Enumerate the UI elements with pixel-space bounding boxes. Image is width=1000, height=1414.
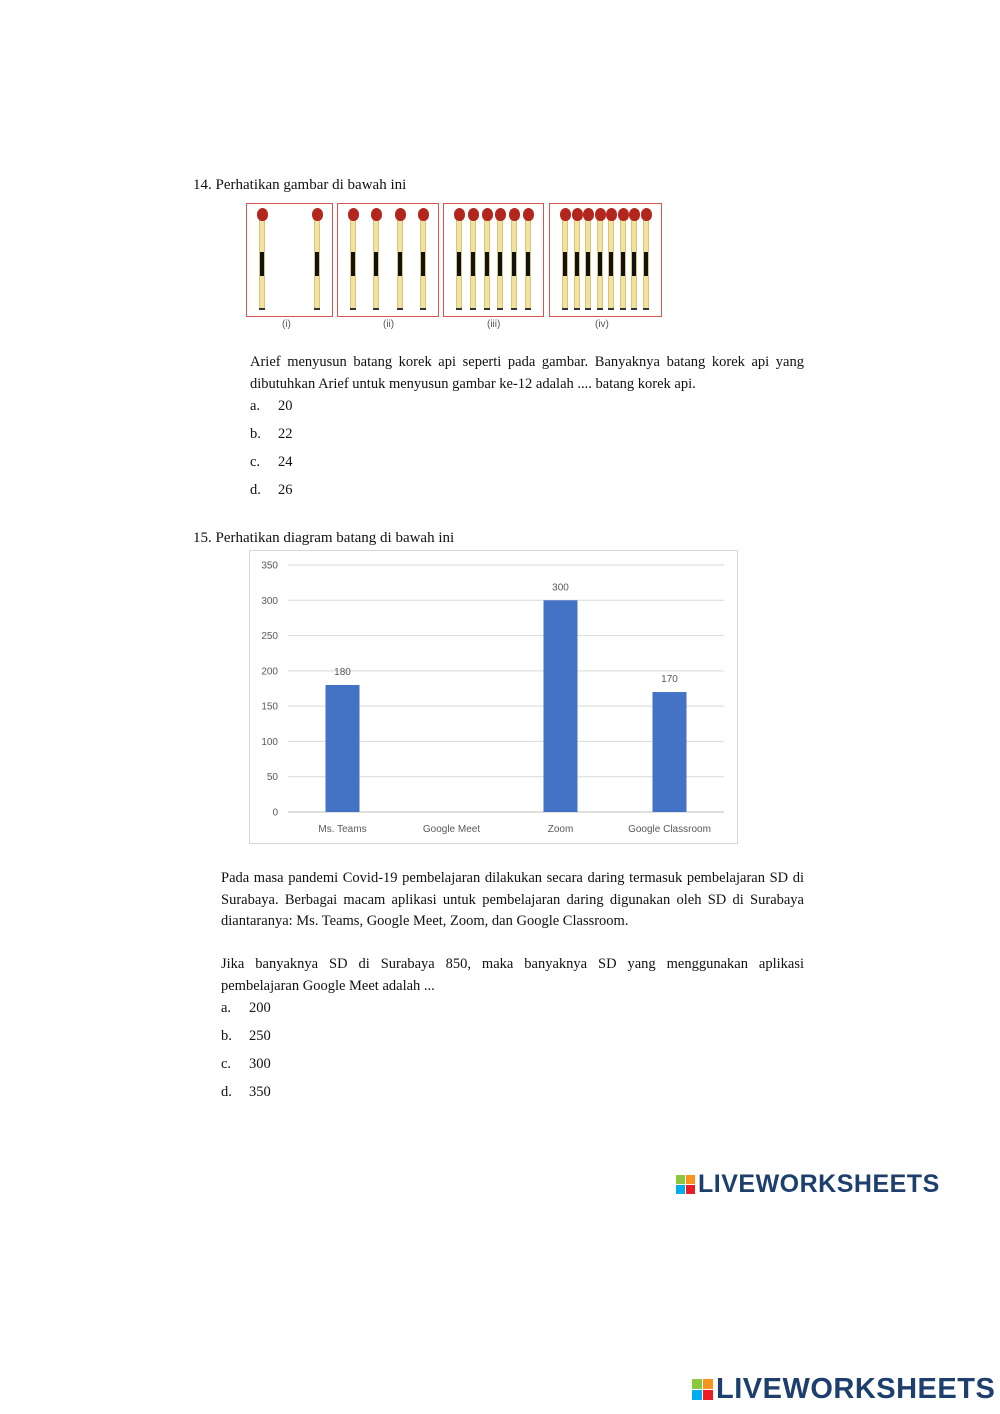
option-letter: d. bbox=[250, 482, 261, 498]
match-head bbox=[618, 208, 629, 221]
matchstick bbox=[574, 214, 580, 310]
q14-option-b[interactable] bbox=[250, 424, 293, 452]
match-band bbox=[575, 252, 579, 276]
matchstick bbox=[511, 214, 517, 310]
match-foot bbox=[470, 308, 476, 310]
match-foot bbox=[643, 308, 649, 310]
x-tick-label: Ms. Teams bbox=[318, 824, 367, 835]
option-text: 200 bbox=[249, 1000, 271, 1016]
match-head bbox=[523, 208, 534, 221]
match-foot bbox=[350, 308, 356, 310]
logo-text: LIVEWORKSHEETS bbox=[698, 1170, 940, 1198]
match-foot bbox=[259, 308, 265, 310]
match-foot bbox=[373, 308, 379, 310]
match-band bbox=[398, 252, 402, 276]
match-band bbox=[374, 252, 378, 276]
matchstick bbox=[597, 214, 603, 310]
option-text: 350 bbox=[249, 1084, 271, 1100]
match-head bbox=[583, 208, 594, 221]
match-foot bbox=[484, 308, 490, 310]
liveworksheets-logo-bottom bbox=[692, 1373, 995, 1406]
match-band bbox=[598, 252, 602, 276]
option-text: 250 bbox=[249, 1028, 271, 1044]
match-foot bbox=[608, 308, 614, 310]
matchstick bbox=[497, 214, 503, 310]
logo-grid-icon bbox=[676, 1175, 696, 1195]
matchstick bbox=[350, 214, 356, 310]
option-letter: b. bbox=[221, 1028, 232, 1044]
match-band bbox=[586, 252, 590, 276]
match-head bbox=[641, 208, 652, 221]
match-band bbox=[315, 252, 319, 276]
match-band bbox=[632, 252, 636, 276]
match-head bbox=[572, 208, 583, 221]
data-label: 180 bbox=[334, 666, 351, 678]
match-head bbox=[595, 208, 606, 221]
match-band bbox=[609, 252, 613, 276]
matchstick bbox=[562, 214, 568, 310]
match-band bbox=[621, 252, 625, 276]
match-band bbox=[471, 252, 475, 276]
match-foot bbox=[562, 308, 568, 310]
match-band bbox=[644, 252, 648, 276]
figure-ii-label: (ii) bbox=[383, 319, 395, 330]
match-head bbox=[468, 208, 479, 221]
match-foot bbox=[497, 308, 503, 310]
option-text: 20 bbox=[278, 398, 293, 414]
matchstick bbox=[585, 214, 591, 310]
matchstick bbox=[470, 214, 476, 310]
match-foot bbox=[574, 308, 580, 310]
match-head bbox=[454, 208, 465, 221]
q15-paragraph-2: Jika banyaknya SD di Surabaya 850, maka banyaknya SD yang menggunakan aplikasi pembelajaran Google Meet adalah ... bbox=[221, 956, 804, 994]
bar-chart-frame bbox=[249, 550, 738, 844]
match-head bbox=[418, 208, 429, 221]
match-head bbox=[371, 208, 382, 221]
option-text: 22 bbox=[278, 426, 293, 442]
option-text: 26 bbox=[278, 482, 293, 498]
y-tick-label: 200 bbox=[261, 666, 278, 678]
figure-iv-label: (iv) bbox=[595, 319, 609, 330]
match-head bbox=[606, 208, 617, 221]
x-tick-label: Zoom bbox=[547, 824, 574, 835]
y-tick-label: 150 bbox=[261, 701, 278, 713]
q15-option-c[interactable] bbox=[221, 1054, 271, 1082]
logo-text: LIVEWORKSHEETS bbox=[716, 1373, 996, 1405]
match-head bbox=[395, 208, 406, 221]
match-foot bbox=[620, 308, 626, 310]
matchstick bbox=[373, 214, 379, 310]
match-foot bbox=[631, 308, 637, 310]
match-foot bbox=[397, 308, 403, 310]
match-head bbox=[495, 208, 506, 221]
match-band bbox=[485, 252, 489, 276]
matchstick bbox=[397, 214, 403, 310]
match-band bbox=[498, 252, 502, 276]
q15-option-d[interactable] bbox=[221, 1082, 271, 1110]
match-band bbox=[526, 252, 530, 276]
option-letter: b. bbox=[250, 426, 261, 442]
logo-grid-icon bbox=[692, 1379, 714, 1401]
match-band bbox=[421, 252, 425, 276]
q14-option-a[interactable] bbox=[250, 396, 293, 424]
match-foot bbox=[597, 308, 603, 310]
match-band bbox=[512, 252, 516, 276]
q14-option-c[interactable] bbox=[250, 452, 293, 480]
q14-title: 14. Perhatikan gambar di bawah ini bbox=[193, 177, 407, 193]
matchstick bbox=[456, 214, 462, 310]
matchstick bbox=[620, 214, 626, 310]
match-foot bbox=[420, 308, 426, 310]
data-label: 300 bbox=[552, 582, 569, 594]
option-letter: d. bbox=[221, 1084, 232, 1100]
match-band bbox=[351, 252, 355, 276]
match-foot bbox=[456, 308, 462, 310]
matchstick bbox=[314, 214, 320, 310]
matchstick bbox=[420, 214, 426, 310]
match-band bbox=[563, 252, 567, 276]
y-tick-label: 100 bbox=[261, 736, 278, 748]
y-tick-label: 350 bbox=[261, 560, 278, 572]
bar-chart bbox=[250, 551, 737, 843]
option-letter: a. bbox=[221, 1000, 232, 1016]
q15-title: 15. Perhatikan diagram batang di bawah ini bbox=[193, 530, 455, 546]
q15-paragraph-1: Pada masa pandemi Covid-19 pembelajaran dilakukan secara daring termasuk pembelajaran SD di Surabaya. Berbagai macam aplikasi untuk pembelajaran daring digunakan oleh SD di Surabaya diantaranya: Ms. Teams, Google Meet, Zoom, dan Google Classroom. bbox=[221, 870, 804, 929]
y-tick-label: 0 bbox=[272, 807, 278, 819]
match-head bbox=[509, 208, 520, 221]
match-head bbox=[560, 208, 571, 221]
match-head bbox=[348, 208, 359, 221]
figure-iii-label: (iii) bbox=[487, 319, 501, 330]
option-letter: a. bbox=[250, 398, 261, 414]
option-text: 300 bbox=[249, 1056, 271, 1072]
match-band bbox=[260, 252, 264, 276]
match-foot bbox=[511, 308, 517, 310]
y-tick-label: 300 bbox=[261, 595, 278, 607]
matchstick bbox=[608, 214, 614, 310]
match-head bbox=[312, 208, 323, 221]
data-label: 170 bbox=[661, 674, 678, 686]
q14-options bbox=[250, 396, 293, 508]
liveworksheets-logo-mid bbox=[676, 1170, 940, 1199]
y-tick-label: 50 bbox=[266, 772, 278, 784]
match-band bbox=[457, 252, 461, 276]
matchstick bbox=[631, 214, 637, 310]
match-foot bbox=[314, 308, 320, 310]
option-letter: c. bbox=[250, 454, 261, 470]
q15-options bbox=[221, 998, 271, 1110]
matchstick bbox=[484, 214, 490, 310]
matchstick bbox=[525, 214, 531, 310]
x-tick-label: Google Classroom bbox=[628, 824, 711, 835]
q14-option-d[interactable] bbox=[250, 480, 293, 508]
match-head bbox=[482, 208, 493, 221]
matchstick bbox=[259, 214, 265, 310]
match-foot bbox=[585, 308, 591, 310]
x-tick-label: Google Meet bbox=[422, 824, 481, 835]
figure-i-label: (i) bbox=[282, 319, 291, 330]
matchstick bbox=[643, 214, 649, 310]
bar bbox=[326, 685, 360, 812]
bar bbox=[653, 692, 687, 812]
q14-paragraph: Arief menyusun batang korek api seperti pada gambar. Banyaknya batang korek api yang dibutuhkan Arief untuk menyusun gambar ke-12 adalah .... batang korek api. bbox=[250, 354, 804, 392]
q15-option-b[interactable] bbox=[221, 1026, 271, 1054]
match-head bbox=[257, 208, 268, 221]
bar bbox=[544, 600, 578, 812]
q15-option-a[interactable] bbox=[221, 998, 271, 1026]
match-foot bbox=[525, 308, 531, 310]
y-tick-label: 250 bbox=[261, 631, 278, 643]
option-letter: c. bbox=[221, 1056, 232, 1072]
option-text: 24 bbox=[278, 454, 293, 470]
